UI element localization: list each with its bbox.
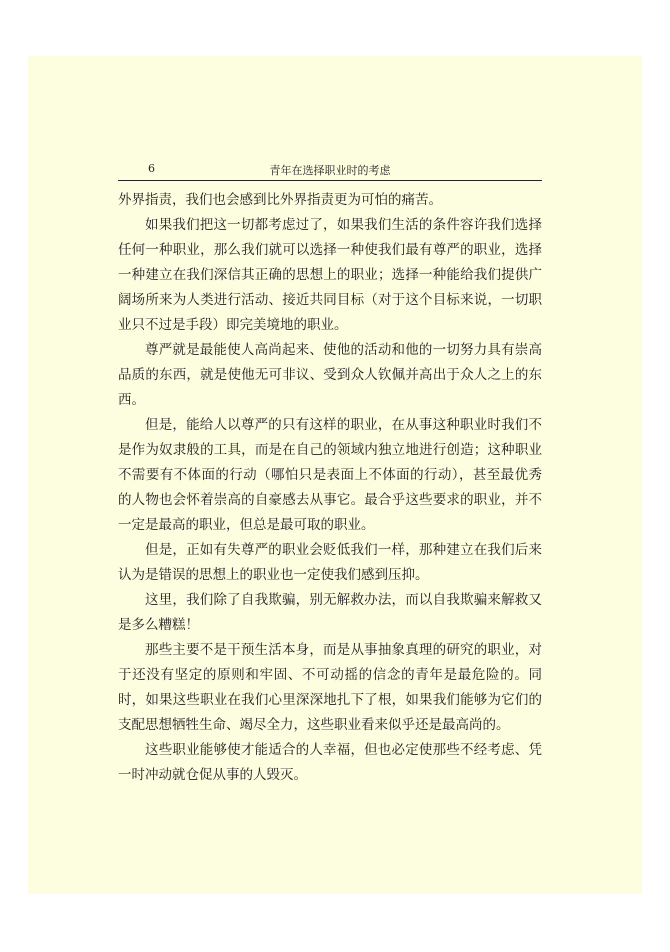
paragraph: 但是，正如有失尊严的职业会贬低我们一样，那种建立在我们后来认为是错误的思想上的职业也一定使我们感到压抑。 [118, 542, 542, 583]
running-title: 青年在选择职业时的考虑 [269, 164, 391, 177]
paragraph: 那些主要不是干预生活本身，而是从事抽象真理的研究的职业，对于还没有坚定的原则和牢固、不可动摇的信念的青年是最危险的。同时，如果这些职业在我们心里深深地扎下了根，如果我们能够为它们的支配思想牺牲生命、竭尽全力，这些职业看来似乎还是最高尚的。 [118, 642, 542, 733]
page-header [118, 108, 542, 182]
paragraph: 尊严就是最能使人高尚起来、使他的活动和他的一切努力具有崇高品质的东西，就是使他无可非议、受到众人钦佩并高出于众人之上的东西。 [118, 342, 542, 408]
body-text [118, 188, 542, 788]
paragraph: 外界指责，我们也会感到比外界指责更为可怕的痛苦。 [118, 192, 442, 208]
paragraph: 这里，我们除了自我欺骗，别无解救办法，而以自我欺骗来解救又是多么糟糕！ [118, 592, 542, 633]
paragraph: 如果我们把这一切都考虑过了，如果我们生活的条件容许我们选择任何一种职业，那么我们就可以选择一种使我们最有尊严的职业，选择一种建立在我们深信其正确的思想上的职业；选择一种能给我们提供广阔场所来为人类进行活动、接近共同目标（对于这个目标来说，一切职业只不过是手段）即完美境地的职业。 [118, 217, 542, 333]
paragraph: 但是，能给人以尊严的只有这样的职业，在从事这种职业时我们不是作为奴隶般的工具，而是在自己的领域内独立地进行创造；这种职业不需要有不体面的行动（哪怕只是表面上不体面的行动），甚至最优秀的人物也会怀着崇高的自豪感去从事它。最合乎这些要求的职业，并不一定是最高的职业，但总是最可取的职业。 [118, 417, 542, 533]
paragraph: 这些职业能够使才能适合的人幸福，但也必定使那些不经考虑、凭一时冲动就仓促从事的人毁灭。 [118, 742, 542, 783]
header-rule [118, 180, 542, 181]
page-number: 6 [148, 162, 155, 175]
